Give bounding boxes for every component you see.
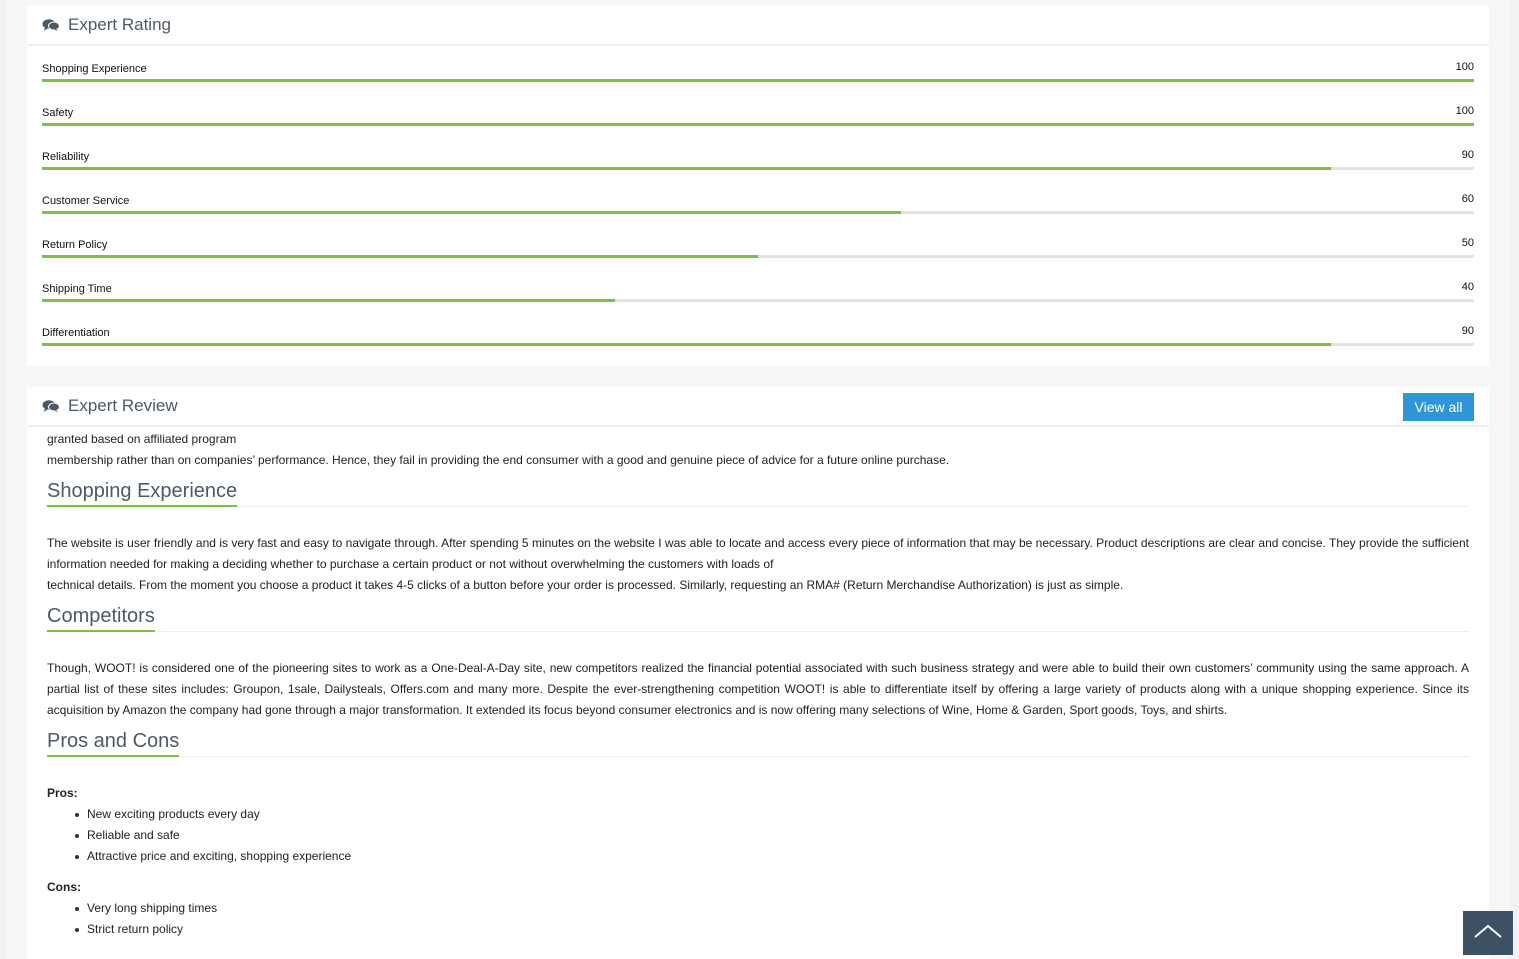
rating-label: Differentiation [42, 327, 110, 339]
rating-progress-track [42, 255, 1474, 258]
rating-progress-fill [42, 123, 1474, 126]
rating-row [42, 282, 1474, 326]
review-content [47, 429, 1469, 940]
rating-row [42, 326, 1474, 370]
rating-row [42, 194, 1474, 238]
list-item: Very long shipping times [75, 898, 1469, 919]
rating-progress-track [42, 211, 1474, 214]
divider [47, 631, 1469, 632]
rating-value: 60 [1461, 193, 1474, 205]
scroll-to-top-button[interactable] [1463, 911, 1513, 955]
rating-progress-track [42, 343, 1474, 346]
rating-progress-fill [42, 167, 1331, 170]
rating-value: 40 [1461, 281, 1474, 293]
rating-progress-track [42, 123, 1474, 126]
section-heading-pros-cons: Pros and Cons [47, 731, 179, 757]
rating-progress-fill [42, 79, 1474, 82]
shopping-paragraph: technical details. From the moment you choose a product it takes 4-5 clicks of a button before your order is processed. Similarly, requesting an RMA# (Return Merchandise Authorization) is just as simple. [47, 578, 1124, 592]
expert-review-header [27, 387, 1489, 427]
rating-value: 50 [1461, 237, 1474, 249]
intro-line: membership rather than on companies’ performance. Hence, they fail in providing the end consumer with a good and genuine piece of advice for a future online purchase. [47, 453, 950, 467]
rating-label: Reliability [42, 151, 90, 163]
expert-rating-panel [27, 6, 1489, 366]
competitors-paragraph: Though, WOOT! is considered one of the pioneering sites to work as a One-Deal-A-Day site, new competitors realized the financial potential associated with such business strategy and were able to build their own customers’ community using the same approach. A partial list of these sites includes: Groupon, 1sale, Dailysteals, Offers.com and many more. Despite the ever-strengthening competition WOOT! is able to differentiate itself by offering a large variety of products along with a unique shopping experience. Since its acquisition by Amazon the company had gone through a major transformation. It extended its focus beyond consumer electronics and is now offering many selections of Wine, Home & Garden, Sport goods, Toys, and shirts. [47, 661, 1469, 717]
rating-value: 100 [1455, 105, 1474, 117]
rating-value: 90 [1461, 149, 1474, 161]
view-all-button[interactable]: View all [1403, 393, 1474, 421]
rating-progress-track [42, 299, 1474, 302]
expert-review-title: Expert Review [68, 396, 178, 415]
rating-progress-fill [42, 343, 1331, 346]
list-item: Reliable and safe [75, 825, 1469, 846]
page-container [7, 0, 1509, 959]
rating-progress-track [42, 167, 1474, 170]
rating-row [42, 238, 1474, 282]
intro-line: granted based on affiliated program [47, 432, 237, 446]
section-heading-shopping: Shopping Experience [47, 481, 237, 507]
rating-progress-track [42, 79, 1474, 82]
rating-value: 100 [1455, 61, 1474, 73]
section-heading-competitors: Competitors [47, 606, 155, 632]
rating-row [42, 150, 1474, 194]
expert-rating-title: Expert Rating [68, 15, 171, 34]
rating-progress-fill [42, 211, 901, 214]
list-item: Strict return policy [75, 919, 1469, 940]
chevron-up-icon [1473, 923, 1503, 944]
rating-row [42, 62, 1474, 106]
divider [47, 506, 1469, 507]
pros-list [75, 804, 1469, 867]
rating-label: Customer Service [42, 195, 130, 207]
pros-label: Pros: [47, 786, 78, 800]
comments-icon [42, 399, 60, 413]
rating-label: Safety [42, 107, 74, 119]
rating-progress-fill [42, 299, 615, 302]
expert-review-panel [27, 387, 1489, 959]
list-item: New exciting products every day [75, 804, 1469, 825]
list-item: Attractive price and exciting, shopping experience [75, 846, 1469, 867]
expert-rating-header [27, 6, 1489, 46]
divider [47, 756, 1469, 757]
rating-label: Return Policy [42, 239, 108, 251]
rating-row [42, 106, 1474, 150]
rating-label: Shipping Time [42, 283, 112, 295]
shopping-paragraph: The website is user friendly and is very fast and easy to navigate through. After spending 5 minutes on the website I was able to locate and access every piece of information that may be necessary. Product descriptions are clear and concise. They provide the sufficient information needed for making a deciding whether to purchase a certain product or not without overwhelming the customers with loads of [47, 536, 1469, 571]
rating-value: 90 [1461, 325, 1474, 337]
cons-label: Cons: [47, 880, 81, 894]
comments-icon [42, 18, 60, 32]
rating-label: Shopping Experience [42, 63, 147, 75]
rating-progress-fill [42, 255, 758, 258]
cons-list [75, 898, 1469, 940]
